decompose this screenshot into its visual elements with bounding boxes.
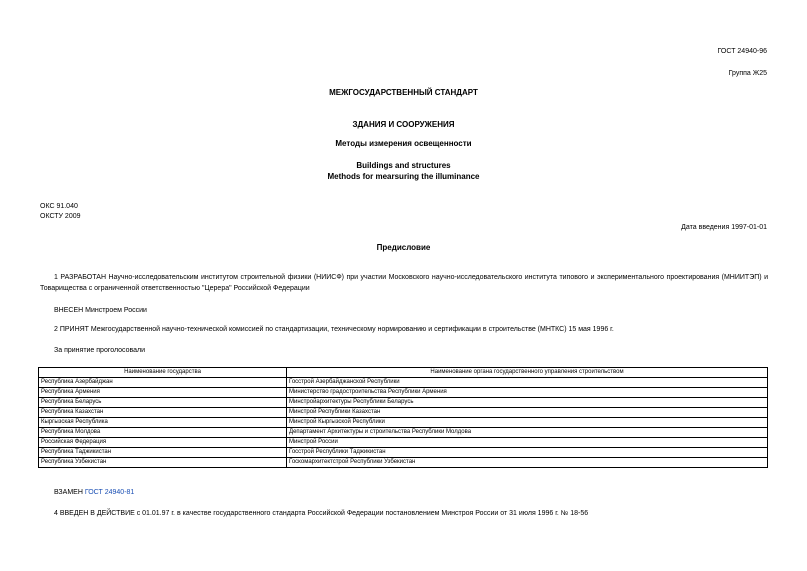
replaced-standard-link[interactable]: ГОСТ 24940-81 [84,489,135,496]
table-row [39,418,768,428]
table-header-authority: Наименование органа государственного управления строительством [287,368,768,378]
foreword-paragraph-2: 2 ПРИНЯТ Межгосударственной научно-технической комиссией по стандартизации, техническому нормированию и сертификации в строительстве (МНТКС) 15 мая 1996 г. [54,326,614,333]
table-cell-authority: Минстрой России [287,438,768,448]
table-row [39,378,768,388]
okstu-code: ОКСТУ 2009 [40,213,81,220]
enactment-paragraph: 4 ВВЕДЕН В ДЕЙСТВИЕ с 01.01.97 г. в качестве государственного стандарта Российской Федерации постановлением Минстроя России от 31 июля 1996 г. № 18-56 [54,510,589,517]
table-cell-authority: Госстрой Азербайджанской Республики [287,378,768,388]
standard-name-ru: ЗДАНИЯ И СООРУЖЕНИЯ [352,120,455,129]
table-cell-state: Республика Таджикистан [39,448,287,458]
replaced-prefix: ВЗАМЕН [54,489,83,496]
table-cell-state: Республика Молдова [39,428,287,438]
table-cell-authority: Госстрой Республики Таджикистан [287,448,768,458]
table-row [39,458,768,468]
table-cell-authority: Минстрой Республики Казахстан [287,408,768,418]
voting-states-table [38,367,768,468]
table-row [39,388,768,398]
standard-type-title: МЕЖГОСУДАРСТВЕННЫЙ СТАНДАРТ [329,88,478,97]
table-header-row [39,368,768,378]
table-row [39,438,768,448]
table-row [39,428,768,438]
table-cell-authority: Минстройархитектуры Республики Беларусь [287,398,768,408]
standard-subname-en: Methods for mearsuring the illuminance [327,172,480,181]
table-cell-state: Республика Казахстан [39,408,287,418]
table-row [39,448,768,458]
table-row [39,408,768,418]
standard-subname-ru: Методы измерения освещенности [335,139,472,148]
table-cell-state: Республика Армения [39,388,287,398]
document-group: Группа Ж25 [728,70,767,77]
table-cell-state: Российская Федерация [39,438,287,448]
table-cell-authority: Минстрой Кыргызской Республики [287,418,768,428]
document-code: ГОСТ 24940-96 [717,48,767,55]
table-cell-state: Республика Узбекистан [39,458,287,468]
standard-name-en: Buildings and structures [356,161,451,170]
table-cell-state: Республика Азербайджан [39,378,287,388]
foreword-voted: За принятие проголосовали [54,347,146,354]
table-cell-state: Республика Беларусь [39,398,287,408]
foreword-heading: Предисловие [376,243,431,252]
table-header-state: Наименование государства [39,368,287,378]
table-cell-authority: Министерство градостроительства Республики Армения [287,388,768,398]
oks-code: ОКС 91.040 [40,203,78,210]
table-cell-authority: Госкомархитектстрой Республики Узбекистан [287,458,768,468]
table-row [39,398,768,408]
introduction-date: Дата введения 1997-01-01 [681,224,767,231]
foreword-paragraph-1: 1 РАЗРАБОТАН Научно-исследовательским институтом строительной физики (НИИСФ) при участии Московского научно-исследовательского института типового и экспериментального проектирования (МНИИТЭП) и Товарищества с ограниченной ответственностью "Церера" Российской Федерации [40,274,768,292]
table-cell-authority: Департамент Архитектуры и строительства Республики Молдова [287,428,768,438]
table-cell-state: Кыргызская Республика [39,418,287,428]
foreword-introduced: ВНЕСЕН Минстроем России [54,307,147,314]
replaced-line [54,488,134,497]
